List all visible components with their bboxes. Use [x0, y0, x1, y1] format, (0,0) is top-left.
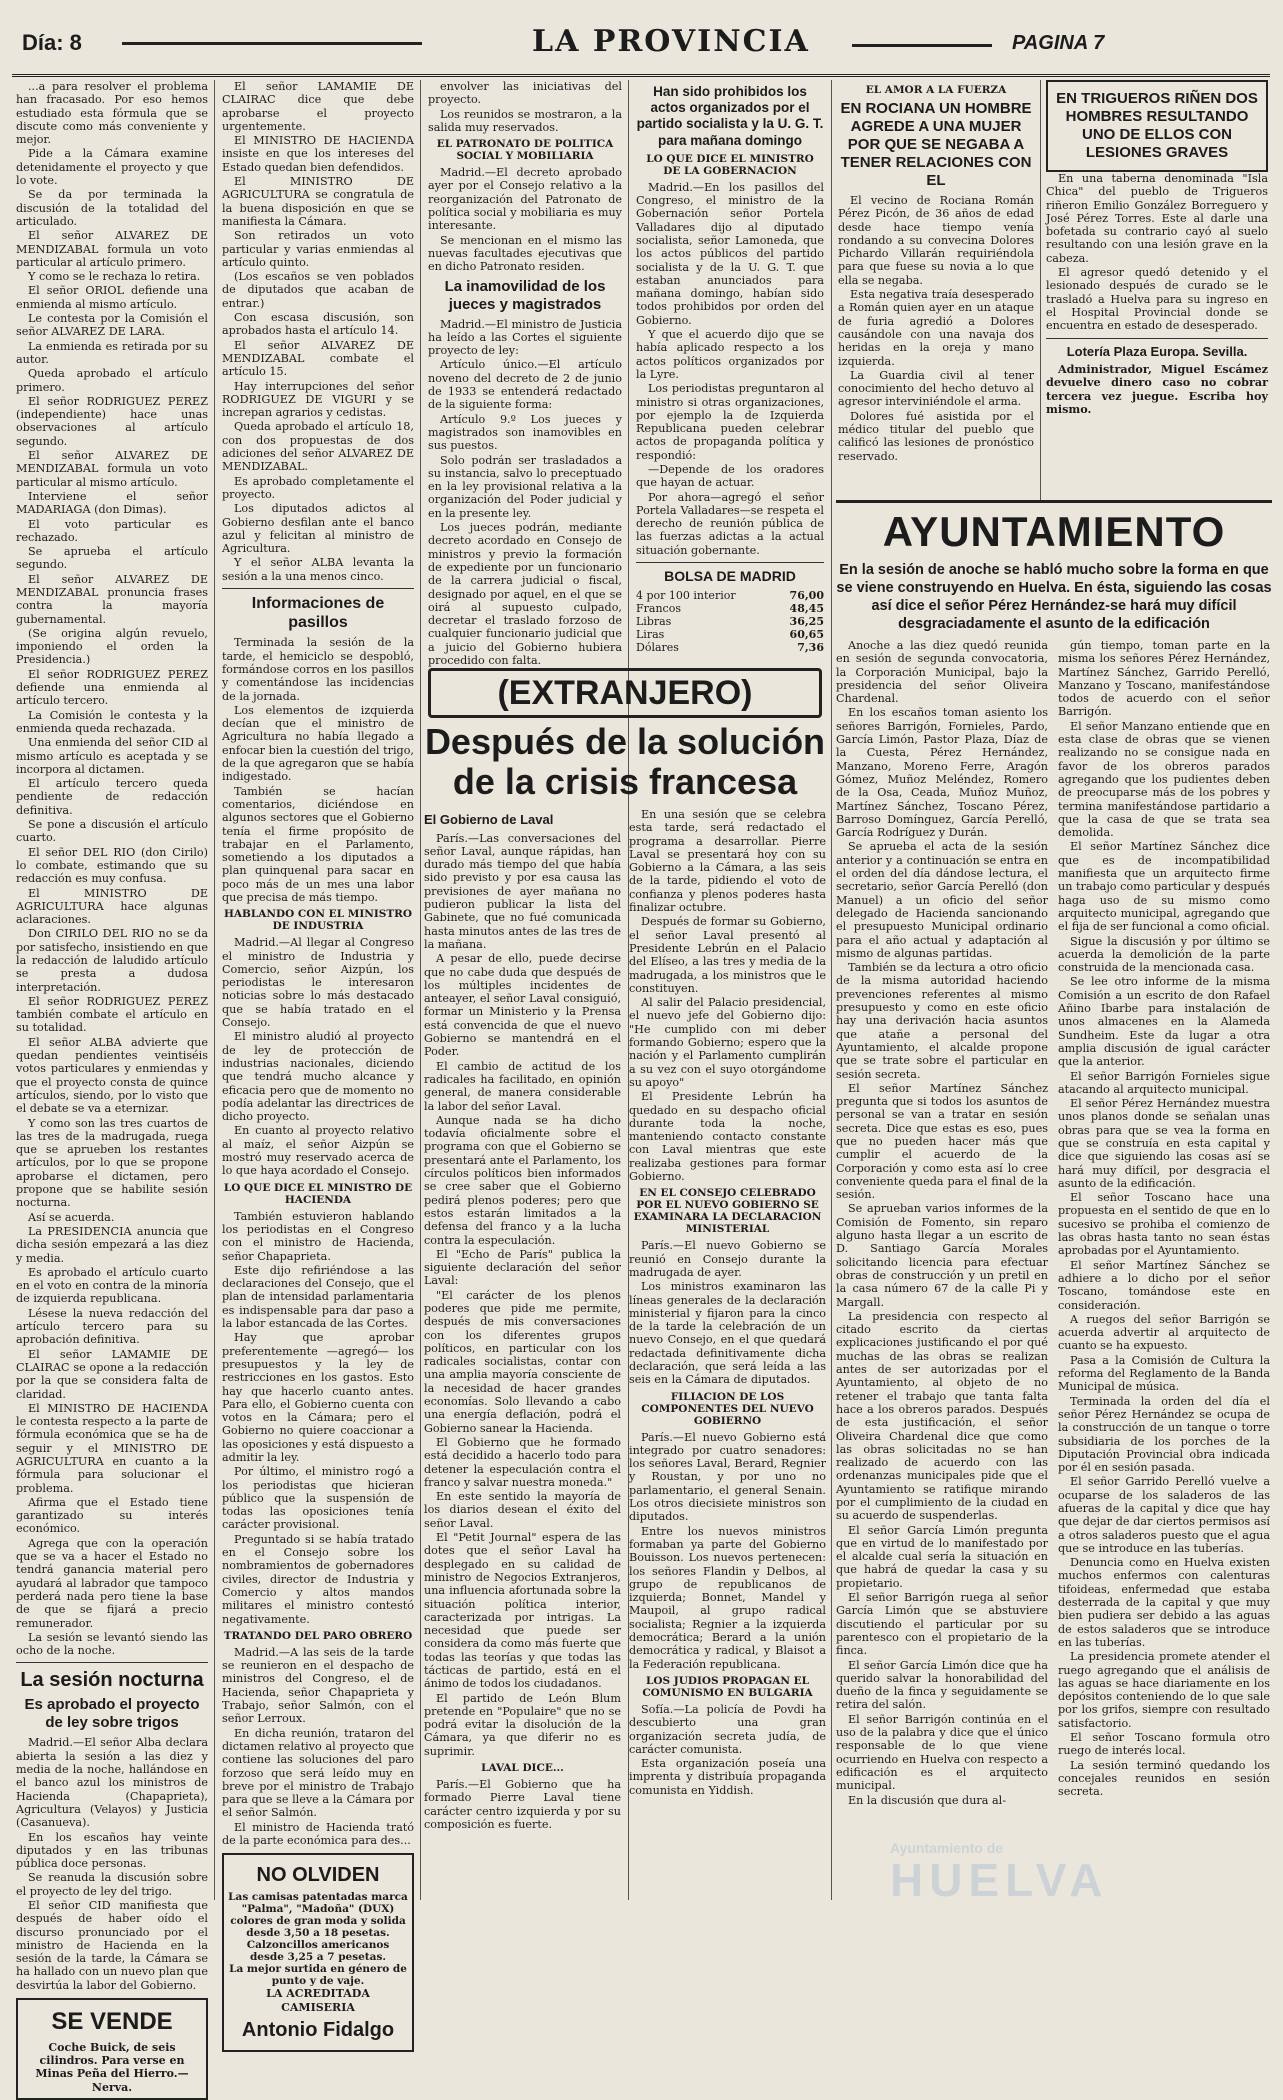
- paragraph: Dolores fué asistida por el médico titular del pueblo que calificó las lesiones de pronóstico reservado.: [838, 409, 1034, 463]
- paragraph: Sigue la discusión y por último se acuerda la demolición de la parte construida de la mencionada casa.: [1058, 934, 1270, 975]
- paragraph: Anoche a las diez quedó reunida en sesión de segunda convocatoria, la Corporación Municipal, bajo la presidencia del señor Oliveira Chardenal.: [836, 639, 1048, 706]
- paragraph: En cuanto al proyecto relativo al maíz, el señor Aizpún se mostró muy reservado acerca de lo que haya acordado el Consejo.: [222, 1124, 414, 1178]
- classified-ad: [16, 1998, 208, 2100]
- article-text: [1046, 172, 1268, 333]
- article-text: [428, 80, 622, 134]
- page-number: PAGINA 7: [1012, 32, 1105, 54]
- paragraph: Queda aprobado el artículo primero.: [16, 367, 208, 394]
- paragraph: El MINISTRO DE AGRICULTURA hace algunas aclaraciones.: [16, 886, 208, 927]
- paragraph: envolver las iniciativas del proyecto.: [428, 80, 622, 107]
- paragraph: En dicha reunión, trataron del dictamen relativo al proyecto que contiene las soluciones del paro forzoso que será leído muy en breve por el ministro de Trabajo para que se lleve a la Cámara por el señor Salmón.: [222, 1726, 414, 1820]
- paragraph: El Presidente Lebrún ha quedado en su despacho oficial durante toda la noche, manteniendo contacto constante con Laval mientras que este realizaba gestiones para formar Gobierno.: [629, 1090, 826, 1184]
- masthead: [12, 22, 1270, 77]
- paragraph: El señor RODRIGUEZ PEREZ también combate el artículo en su totalidad.: [16, 994, 208, 1035]
- pasillos-heading: Informaciones de pasillos: [251, 594, 385, 632]
- paragraph: gún tiempo, toman parte en la misma los señores Pérez Hernández, Martínez Sánchez, Garrido Perelló, Manzano y Toscano, manifestándose todos de acuerdo con el señor Barrigón.: [1058, 639, 1270, 719]
- article-text: [629, 1431, 826, 1671]
- paragraph: El señor ALVAREZ DE MENDIZABAL combate el artículo 15.: [222, 338, 414, 379]
- laval-gobierno-heading: El Gobierno de Laval: [424, 812, 554, 827]
- advertisement: [222, 1853, 414, 2052]
- bolsa-row: [636, 628, 824, 641]
- article-text: [428, 318, 622, 668]
- paragraph: El señor Martínez Sánchez dice que es de incompatibilidad manifiesta que un arquitecto firme un trabajo como particular y después haga uso de su mismo como arquitecto municipal, agregando que el fija de ser funcional a como oficial.: [1058, 840, 1270, 934]
- paragraph: El MINISTRO DE AGRICULTURA se congratula de la buena disposición en que se manifiesta la Cámara.: [222, 175, 414, 228]
- paro-heading: TRATANDO DEL PARO OBRERO: [223, 1629, 413, 1642]
- paragraph: Por ahora—agregó el señor Portela Valladares—se respeta el derecho de reunión pública de las fuerzas adictas a la actual situación gobernante.: [636, 490, 824, 557]
- article-text: [629, 808, 826, 1183]
- paragraph: El señor DEL RIO (don Cirilo) lo combate, estimando que su redacción es muy confusa.: [16, 845, 208, 886]
- article-text: [16, 80, 208, 1657]
- paragraph: Al salir del Palacio presidencial, el nuevo jefe del Gobierno dijo: "He cumplido con mi deber formando Gobierno; espero que la nación y el Parlamento cumplirán a su vez con el suyo otorgándome su apoyo": [629, 996, 826, 1089]
- paragraph: En la discusión que dura al-: [848, 1793, 1007, 1807]
- judios-heading: LOS JUDIOS PROPAGAN EL COMUNISMO EN BULGARIA: [642, 1674, 813, 1699]
- paragraph: El señor LAMAMIE DE CLAIRAC dice que debe aprobarse el proyecto urgentemente.: [222, 80, 414, 133]
- article-text: [636, 181, 824, 557]
- paragraph: El señor Barrigón ruega al señor García Limón que se abstuviere discutiendo el particular por su parentesco con el propietario de la finca.: [836, 1591, 1048, 1658]
- column-rule: [214, 80, 215, 1900]
- ad-text: Las camisas patentadas marca "Palma", "Madoña" (DUX) colores de gran moda y solida desde 3,50 a 18 pesetas.: [228, 1891, 408, 1940]
- paragraph: El señor ORIOL defiende una enmienda al mismo artículo.: [16, 284, 208, 311]
- paragraph: Hay interrupciones del señor RODRIGUEZ DE VIGURI y se increpan agrarios y cedistas.: [222, 379, 414, 420]
- column-5: [838, 80, 1034, 500]
- paragraph: Se aprueban varios informes de la Comisión de Fomento, sin reparo alguno hasta llegar a un escrito de D. Santiago García Morales solicitando licencia para efectuar obras de construcción y un pretil en la casa número 67 de la calle Pi y Margall.: [836, 1202, 1048, 1309]
- paragraph: Terminada la sesión de la tarde, el hemiciclo se despobló, formándose corros en los pasillos y comentándose las incidencias de la jornada.: [222, 636, 414, 703]
- paragraph: Es aprobado el artículo cuarto en el voto en contra de la minoría de izquierda republicana.: [16, 1265, 208, 1306]
- paragraph: Se lee otro informe de la misma Comisión a un escrito de don Rafael Añino Ibarbe para instalación de unos almacenes en la Alameda Sundheim. Este da lugar a otra amplia discusión de igual carácter que la anterior.: [1058, 975, 1270, 1069]
- ayuntamiento-right-col: [1058, 639, 1270, 1808]
- paragraph: El señor ALBA advierte que quedan pendientes veintiséis votos particulares y enmiendas y que el proyecto consta de quince artículos, siendo, por lo visto que el debate se va a eternizar.: [16, 1035, 208, 1116]
- paragraph: El señor Toscano hace una propuesta en el sentido de que en lo sucesivo se prohiba el comienzo de las obras hasta tanto no sean éstas aprobadas por el Ayuntamiento.: [1058, 1191, 1270, 1258]
- paragraph: —Depende de los oradores que hayan de actuar.: [636, 462, 824, 490]
- column-rule: [420, 80, 421, 1900]
- paragraph: En una taberna denominada "Isla Chica" del pueblo de Trigueros riñeron Emilio González Borreguero y José Pérez Torres. Este al darle una bofetada su contrario cayó al suelo resultando con una lesión grave en la cabeza.: [1046, 172, 1268, 265]
- paragraph: Con escasa discusión, son aprobados hasta el artículo 14.: [222, 311, 414, 338]
- article-text: [629, 1239, 826, 1386]
- column-rule: [831, 80, 832, 1900]
- divider: [16, 1662, 208, 1663]
- paragraph: Después de formar su Gobierno, el señor Laval presentó al Presidente Lebrún en el Palacio del Elíseo, a las tres y media de la madrugada, a los ministros que le constituyen.: [629, 915, 826, 995]
- extranjero-left-col: [424, 808, 621, 1831]
- paragraph: El señor Manzano entiende que en esta clase de obras que se vienen realizando no se consigue nada en favor de los obreros parados agregando que los pudientes deben de preocuparse más de los pobres y termina manifestándose partidario a que la casa de que se trata sea demolida.: [1058, 719, 1270, 840]
- extranjero-section: [424, 668, 826, 1898]
- bolsa-row: [636, 602, 824, 615]
- paragraph: El señor García Limón dice que ha querido salvar la honorabilidad del dueño de la finca y seguidamente se retira del salón.: [836, 1658, 1048, 1712]
- watermark-small: Ayuntamiento de: [890, 1840, 1004, 1856]
- bolsa-label: 4 por 100 interior: [636, 588, 736, 602]
- loteria-heading: Lotería Plaza Europa. Sevilla.: [1066, 343, 1248, 359]
- paragraph: Agrega que con la operación que se va a hacer el Estado no tendrá ganancia material pero ayudará al labrador que tampoco perderá nada pero tiene la base de que se fijará a precio remunerador.: [16, 1536, 208, 1630]
- paragraph: Este dijo refiriéndose a las declaraciones del Consejo, que el plan de intensidad parlamentaria es indispensable para dar paso a la labor estancada de las Cortes.: [222, 1263, 414, 1331]
- paragraph: Los jueces podrán, mediante decreto acordado en Consejo de ministros y previo la formación de expediente por un funcionario de la carrera judicial o fiscal, designado por aquel, en el que se oirá al supuesto culpado, decretar el traslado forzoso de cualquier funcionario judicial que a juicio del Gobierno hubiera procedido con falta.: [428, 521, 622, 667]
- article-text: [629, 1703, 826, 1797]
- paragraph: Preguntado si se había tratado en el Consejo sobre los nombramientos de gobernadores civiles, director de Industria y Comercio y altos mandos militares el ministro contestó negativamente.: [222, 1532, 414, 1626]
- column-rule: [1040, 80, 1041, 500]
- paragraph: Así se acuerda.: [28, 1210, 115, 1224]
- page-day: Día: 8: [22, 30, 82, 55]
- divider: [222, 588, 414, 589]
- paragraph: El ministro de Hacienda trató de la parte económica para des...: [222, 1820, 414, 1847]
- paragraph: El señor RODRIGUEZ PEREZ defiende una enmienda al artículo tercero.: [16, 667, 208, 708]
- paragraph: El "Echo de París" publica la siguiente declaración del señor Laval:: [424, 1247, 621, 1288]
- bolsa-heading: BOLSA DE MADRID: [664, 568, 796, 585]
- filiacion-heading: FILIACION DE LOS COMPONENTES DEL NUEVO GOBIERNO: [641, 1390, 814, 1427]
- masthead-rule-right: [852, 44, 992, 47]
- bolsa-value: 36,25: [789, 614, 824, 628]
- paragraph: Los periodistas preguntaron al ministro si otras organizaciones, por ejemplo la de Izquierda Republicana pueden celebrar actos de propaganda política y respondió:: [636, 382, 824, 462]
- article-text: [222, 80, 414, 583]
- trigueros-box: [1046, 80, 1268, 172]
- paragraph: El partido de León Blum pretende en "Populaire" que no se podrá evitar la disolución de la Cámara, ya que diferir no es suprimir.: [424, 1691, 621, 1758]
- paragraph: A ruegos del señor Barrigón se acuerda advertir al arquitecto de cuanto se ha expuesto.: [1058, 1312, 1270, 1353]
- loteria-text: Administrador, Miguel Escámez devuelve dinero caso no cobrar tercera vez juegue. Escriba hoy mismo.: [1046, 362, 1268, 417]
- article-text: [222, 936, 414, 1177]
- paragraph: El "Petit Journal" espera de las dotes que el señor Laval ha desplegado en su calidad de ministro de Negocios Extranjeros, una influencia afortunada sobre la situación política interior, caracterizada por intrigas. La necesidad que puede ser considera da como más fuerte que todas las teorías y que todas las tácticas de partido, está en el ánimo de todos los ciudadanos.: [424, 1531, 621, 1691]
- ad-text: La mejor surtida en género de punto y de vaje.: [229, 1963, 407, 1988]
- paragraph: Por último, el ministro rogó a los periodistas que hicieran público que la suspensión de todas las oposiciones tenía carácter provisional.: [222, 1465, 414, 1532]
- paragraph: ...a para resolver el problema han fracasado. Por eso hemos estudiado esta fórmula que se discute como más conveniente y mejor.: [16, 80, 208, 147]
- paragraph: También se hacían comentarios, diciéndose en algunos sectores que el Gobierno tenía el firme propósito de trabajar en el Parlamento, sometiendo a los diputados a plan quinquenal para sacar en poco más de un mes una labor que precisa de más tiempo.: [222, 784, 414, 904]
- paragraph: Hay que aprobar preferentemente —agregó— los presupuestos y la ley de restricciones en los gastos. Esto hay que hacerlo cuanto antes. Para ello, el Gobierno cuenta con votos en la Cámara; pero el Gobierno no quiere coaccionar a las oposiciones y está dispuesto a admitir la ley.: [222, 1331, 414, 1464]
- paragraph: Y como son las tres cuartos de las tres de la madrugada, ruega que se aprueben los restantes artículos, por lo que se propone aprobarse el dictamen, pero propone que se habilite sesión nocturna.: [16, 1116, 208, 1210]
- paragraph: Solo podrán ser trasladados a su instancia, salvo lo preceptuado en la ley provisional relativa a la organización del Poder judicial y en la presente ley.: [428, 453, 622, 520]
- paragraph: Denuncia como en Huelva existen muchos enfermos con calenturas tifoideas, enfermedad que estaba desterrada de la capital y que muy bien pudiera ser debido a las aguas de estos saladeros que se introduce en las tuberías.: [1058, 1556, 1270, 1649]
- bolsa-value: 76,00: [789, 588, 824, 602]
- paragraph: París.—El nuevo Gobierno se reunió en Consejo durante la madrugada de ayer.: [629, 1239, 826, 1279]
- paragraph: Y el señor ALBA levanta la sesión a la una menos cinco.: [222, 556, 414, 583]
- extranjero-kicker: (EXTRANJERO): [428, 668, 822, 718]
- paragraph: Esta negativa traía desesperado a Román quien ayer en un ataque de furia agredió a Dolores causándole con una navaja dos heridas en la oreja y mano izquierda.: [838, 288, 1034, 368]
- ayuntamiento-left-col: [836, 639, 1048, 1808]
- paragraph: En los escaños hay veinte diputados y en las tribunas pública doce personas.: [16, 1830, 208, 1871]
- paragraph: El señor ALVAREZ DE MENDIZABAL pronuncia frases contra la mayoría gubernamental.: [16, 572, 208, 626]
- ayuntamiento-subheading: En la sesión de anoche se habló mucho sobre la forma en que se viene construyendo en Huelva. En ésta, siguiendo las cosas así dice el señor Pérez Hernández-se hará muy difícil desgraciadamente el asunto de la edificación: [836, 562, 1272, 632]
- paragraph: La Comisión le contesta y la enmienda queda rechazada.: [16, 708, 208, 735]
- paragraph: También se da lectura a otro oficio de la misma autoridad haciendo prevenciones referentes al mismo presupuesto y como en este oficio hay una derivación hacia asuntos que atañe a personal del Ayuntamiento, el alcalde propone que se trate sobre el particular en sesión secreta.: [836, 961, 1048, 1081]
- paragraph: Interviene el señor MADARIAGA (don Dimas).: [16, 489, 208, 517]
- divider: [1046, 338, 1268, 339]
- consejo-heading: EN EL CONSEJO CELEBRADO POR EL NUEVO GOBIERNO SE EXAMINARA LA DECLARACION MINISTERIAL: [633, 1187, 822, 1236]
- paragraph: París.—Las conversaciones del señor Laval, aunque rápidas, han durado más tiempo del que había sido previsto y por esa causa las previsiones de ayer mañana no pudieron publicar la lista del Gabinete, que no fué comunicada hasta minutos antes de las tres de la mañana.: [424, 831, 621, 951]
- paragraph: El voto particular es rechazado.: [16, 517, 208, 544]
- article-text: [16, 1736, 208, 1992]
- paragraph: El señor Martínez Sánchez pregunta que si todos los asuntos de personal se van a tratar en sesión secreta. Dice que estas es eso, pues que no pueden hacer más que cumplir el acuerdo de la Corporación y como esta así lo cree conveniente queda para el final de la sesión.: [836, 1081, 1048, 1202]
- paragraph: Y como se le rechaza lo retira.: [28, 270, 201, 284]
- industria-heading: HABLANDO CON EL MINISTRO DE INDUSTRIA: [223, 908, 413, 933]
- column-4: [636, 80, 824, 654]
- paragraph: La sesión terminó quedando los concejales reunidos en sesión secreta.: [1058, 1758, 1270, 1799]
- paragraph: Artículo único.—El artículo noveno del decreto de 2 de junio de 1933 se entenderá redactado de la siguiente forma:: [428, 358, 622, 412]
- laval-dice-text: París.—El Gobierno que ha formado Pierre Laval tiene carácter centro izquierda y por su composición es fuerte.: [424, 1778, 621, 1831]
- paragraph: Terminada la orden del día el señor Pérez Hernández se ocupa de la construcción de un tanque o torre subsidiaria de los porches de la Diputación Provincial obra indicada por él en sesión pasada.: [1058, 1394, 1270, 1475]
- paragraph: Se aprueba el acta de la sesión anterior y a continuación se entra en el orden del día dándose lectura, el secretario, señor García Perelló (don Manuel) a un oficio del señor delegado de Hacienda sancionando el presupuesto Municipal ordinario para el año actual y adaptación al mismo de algunas partidas.: [836, 840, 1048, 960]
- paragraph: Los ministros examinaron las líneas generales de la declaración ministerial y fijaron para la cinco de la tarde la celebración de un nuevo Consejo, en el que quedará redactada definitivamente dicha declaración, que será leída a las seis en la Cámara de diputados.: [629, 1280, 826, 1387]
- paragraph: También estuvieron hablando los periodistas en el Congreso con el ministro de Hacienda, señor Chapaprieta.: [222, 1209, 414, 1263]
- newspaper-title: LA PROVINCIA: [532, 24, 810, 59]
- ad-text: Coche Buick, de seis cilindros. Para verse en Minas Peña del Hierro.—Nerva.: [35, 2040, 189, 2094]
- paragraph: Madrid.—El señor Alba declara abierta la sesión a las diez y media de la noche, hallándose en el banco azul los ministros de Hacienda (Chapaprieta), Agricultura (Velayos) y Justicia (Casanueva).: [16, 1736, 208, 1830]
- paragraph: A pesar de ello, puede decirse que no cabe duda que después de los múltiples incidentes de anteayer, el señor Laval consiguió, formar un Ministerio y la Prensa está convencida de que el nuevo Gobierno se mantendrá en el Poder.: [424, 952, 621, 1059]
- prohibidos-heading: Han sido prohibidos los actos organizados por el partido socialista y la U. G. T. para mañana domingo: [636, 84, 824, 148]
- ad-text: Calzoncillos americanos desde 3,25 a 7 pesetas.: [246, 1939, 390, 1964]
- trigueros-heading: EN TRIGUEROS RIÑEN DOS HOMBRES RESULTANDO UNO DE ELLOS CON LESIONES GRAVES: [1056, 90, 1258, 161]
- paragraph: El señor Garrido Perelló vuelve a ocuparse de los saladeros de las afueras de la capital y dice que hay que dejar de dar ciertos permisos así a otros saladeros puesto que el agua que se introduce en las tuberías.: [1058, 1475, 1270, 1555]
- paragraph: Madrid.—El ministro de Justicia ha leído a las Cortes el siguiente proyecto de ley:: [428, 317, 622, 358]
- paragraph: Se reanuda la discusión sobre el proyecto de ley del trigo.: [16, 1871, 208, 1898]
- paragraph: El señor Barrigón Fornieles sigue atacando al arquitecto municipal.: [1058, 1069, 1270, 1096]
- paragraph: Se aprueba el artículo segundo.: [16, 545, 208, 572]
- ayuntamiento-section: [836, 500, 1272, 1830]
- article-text: [424, 832, 621, 1758]
- paragraph: Artículo 9.º Los jueces y magistrados son inamovibles en sus puestos.: [428, 412, 622, 453]
- bolsa-row: [636, 615, 824, 628]
- hacienda-heading: LO QUE DICE EL MINISTRO DE HACIENDA: [223, 1181, 413, 1206]
- paragraph: Es aprobado completamente el proyecto.: [222, 474, 414, 501]
- extranjero-headline: Después de la solución de la crisis francesa: [424, 721, 826, 802]
- article-text: [428, 166, 622, 273]
- column-2: [222, 80, 414, 2041]
- paragraph: El señor ALVAREZ DE MENDIZABAL formula un voto particular al artículo primero.: [16, 229, 208, 269]
- paragraph: El señor ALVAREZ DE MENDIZABAL formula un voto particular al mismo artículo.: [16, 449, 208, 489]
- paragraph: París.—El nuevo Gobierno está integrado por cuatro senadores: los señores Laval, Berard, Regnier y Roustan, y por uno no parlamentario, el general Senain. Los otros diecisiete ministros son diputados.: [629, 1430, 826, 1524]
- paragraph: El señor RODRIGUEZ PEREZ (independiente) hace unas observaciones al artículo segundo.: [16, 394, 208, 448]
- paragraph: En una sesión que se celebra esta tarde, será redactado el programa a desarrollar. Pierre Laval se presentará hoy con su Gobierno a la Cámara, a las seis de la tarde, pidiendo el voto de confianza y plenos poderes hasta finalizar octubre.: [629, 808, 826, 915]
- bolsa-value: 48,45: [789, 601, 824, 615]
- column-6: [1046, 80, 1268, 500]
- watermark-big: HUELVA: [890, 1854, 1109, 1906]
- bolsa-label: Dólares: [636, 640, 679, 654]
- article-text: [222, 1210, 414, 1626]
- bolsa-label: Francos: [636, 601, 681, 615]
- sesion-nocturna-subheading: Es aprobado el proyecto de ley sobre trigos: [24, 1696, 200, 1732]
- paragraph: Y que el acuerdo dijo que se había aplicado respecto a los actos políticos organizados por la Lyre.: [636, 328, 824, 381]
- bolsa-label: Libras: [636, 614, 672, 628]
- paragraph: Madrid.—Al llegar al Congreso el ministro de Industria y Comercio, señor Aizpún, los periodistas le interesaron noticias sobre lo más destacado que se había tratado en el Consejo.: [222, 936, 414, 1030]
- paragraph: Los diputados adictos al Gobierno desfilan ante el banco azul y felicitan al ministro de Agricultura.: [222, 502, 414, 556]
- paragraph: Lésese la nueva redacción del artículo tercero para su aprobación definitiva.: [16, 1306, 208, 1347]
- paragraph: Madrid.—A las seis de la tarde se reunieron en el despacho de ministros del Congreso, el de Hacienda, señor Chapaprieta y Trabajo, señor Salmón, con el señor Lerroux.: [222, 1645, 414, 1726]
- paragraph: Pide a la Cámara examine detenidamente el proyecto y que lo vote.: [16, 147, 208, 188]
- paragraph: La sesión se levantó siendo las ocho de la noche.: [16, 1630, 208, 1658]
- paragraph: Afirma que el Estado tiene garantizado su interés económico.: [16, 1495, 208, 1536]
- article-text: [222, 636, 414, 904]
- archive-watermark: [890, 1840, 1108, 1904]
- bolsa-value: 60,65: [789, 627, 824, 641]
- paragraph: En los escaños toman asiento los señores Barrigón, Fornieles, Pardo, García Limón, Pastor Plaza, Díaz de la Cuesta, Pérez Hernández, Manzano, Moreno Ferre, Aragón Gómez, Muñoz Meléndez, Romero de la Osa, Ceada, Muñoz Muñoz, Martínez Sánchez, Toscano Pérez, Barroso Domínguez, García Perelló, García Rodríguez y Durán.: [836, 706, 1048, 840]
- paragraph: El MINISTRO DE HACIENDA le contesta respecto a la parte de fórmula económica que se ha de seguir y el MINISTRO DE AGRICULTURA en cuanto a la fórmula para solucionar el problema.: [16, 1401, 208, 1495]
- paragraph: Se da por terminada la discusión de la totalidad del articulado.: [16, 188, 208, 228]
- paragraph: Madrid.—El decreto aprobado ayer por el Consejo relativo a la reorganización del Patronato de política social y mobiliaria es muy interesante.: [428, 166, 622, 233]
- paragraph: El señor García Limón pregunta que en virtud de lo manifestado por el alcalde cual sería la situación en que habrá de quedar la casa y su propietario.: [836, 1523, 1048, 1590]
- paragraph: Esta organización poseía una imprenta y distribuía propaganda comunista en Yiddish.: [629, 1757, 826, 1797]
- ayuntamiento-heading: AYUNTAMIENTO: [882, 508, 1226, 555]
- paragraph: Una enmienda del señor CID al mismo artículo es aceptada y se incorpora al dictamen.: [16, 736, 208, 776]
- paragraph: Son retirados un voto particular y varias enmiendas al artículo quinto.: [222, 229, 414, 269]
- amor-kicker: EL AMOR A LA FUERZA: [865, 84, 1007, 96]
- bolsa-row: [636, 589, 824, 602]
- column-3: [428, 80, 622, 667]
- laval-dice-heading: LAVAL DICE...: [481, 1762, 564, 1775]
- bolsa-value: 7,36: [797, 640, 824, 654]
- paragraph: El cambio de actitud de los radicales ha facilitado, en opinión general, de manera considerable la labor del señor Laval.: [424, 1059, 621, 1113]
- paragraph: El vecino de Rociana Román Pérez Picón, de 36 años de edad desde hace tiempo venía rondando a su convecina Dolores Pichardo Villarán requiriéndola para que fuese su novia a lo que ella se negaba.: [838, 194, 1034, 287]
- paragraph: (Los escaños se ven poblados de diputados que acaban de entrar.): [222, 270, 414, 310]
- ad-heading: SE VENDE: [51, 2008, 173, 2036]
- paragraph: El artículo tercero queda pendiente de redacción definitiva.: [16, 777, 208, 817]
- paragraph: El señor LAMAMIE DE CLAIRAC se opone a la redacción por la que se considera falta de claridad.: [16, 1347, 208, 1401]
- paragraph: Sofía.—La policía de Povdi ha descubierto una gran organización secreta judía, de carácter comunista.: [629, 1702, 826, 1756]
- paragraph: (Se origina algún revuelo, imponiendo el orden la Presidencia.): [16, 626, 208, 667]
- bolsa-row: [636, 641, 824, 654]
- paragraph: La PRESIDENCIA anuncia que dicha sesión empezará a las diez y media.: [16, 1224, 208, 1265]
- paragraph: En este sentido la mayoría de los diarios desean el éxito del señor Laval.: [424, 1490, 621, 1530]
- paragraph: Pasa a la Comisión de Cultura la reforma del Reglamento de la Banda Municipal de música.: [1058, 1353, 1270, 1394]
- paragraph: Madrid.—En los pasillos del Congreso, el ministro de la Gobernación señor Portela Valladares dijo al diputado socialista, señor Lamoneda, que los actos públicos del partido socialista y de la U. G. T. que estaban anunciados para mañana domingo, habían sido todos prohibidos por orden del Gobierno.: [636, 180, 824, 327]
- paragraph: Queda aprobado el artículo 18, con dos propuestas de dos adiciones del señor ALVAREZ DE MENDIZABAL.: [222, 420, 414, 474]
- column-1: [16, 80, 208, 2094]
- paragraph: Se pone a discusión el artículo cuarto.: [16, 818, 208, 845]
- jueces-heading: La inamovilidad de los jueces y magistrados: [444, 277, 606, 313]
- sesion-nocturna-heading: La sesión nocturna: [20, 1669, 204, 1692]
- ad-heading: NO OLVIDEN: [256, 1864, 380, 1887]
- paragraph: El señor Martínez Sánchez se adhiere a lo dicho por el señor Toscano, tomándose este en consideración.: [1058, 1258, 1270, 1312]
- paragraph: El ministro aludió al proyecto de ley de protección de industrias nacionales, diciendo que tendrá mucho alcance y eficacia pero que de momento no podía adelantar las directrices de dicho proyecto.: [222, 1030, 414, 1124]
- paragraph: Don CIRILO DEL RIO no se da por satisfecho, insistiendo en que la redacción de laludido artículo se presta a dudosa interpretación.: [16, 927, 208, 994]
- paragraph: El señor CID manifiesta que después de haber oído el discurso pronunciado por el ministro de Hacienda en la sesión de la tarde, la Cámara se ha hallado con un nuevo plan que desvirtúa la labor del Gobierno.: [16, 1899, 208, 1992]
- bolsa-label: Liras: [636, 627, 665, 641]
- paragraph: "El carácter de los plenos poderes que pide me permite, después de mis conversaciones con los diferentes grupos políticos, en particular con los radicales socialistas, contar con una amplia mayoría consciente de la necesidad de hacer grandes economías. Solo llevando a cabo una energía deflación, podrá el Gobierno sanear la Hacienda.: [424, 1288, 621, 1435]
- paragraph: Se mencionan en el mismo las nuevas facultades ejecutivas que en dicho Patronato residen.: [428, 233, 622, 274]
- paragraph: El Gobierno que he formado está decidido a hacerlo todo para detener la especulación contra el franco y salvar nuestra moneda.": [424, 1435, 621, 1489]
- rociana-heading: EN ROCIANA UN HOMBRE AGREDE A UNA MUJER POR QUE SE NEGABA A TENER RELACIONES CON EL: [840, 100, 1032, 189]
- paragraph: La Guardia civil al tener conocimiento del hecho detuvo al agresor interviniéndole el arma.: [838, 368, 1034, 409]
- paragraph: Aunque nada se ha dicho todavía oficialmente sobre el programa con que el Gobierno se presentará ante el Parlamento, los círculos políticos bien informados se cree saber que el Gobierno pedirá plenos poderes; pero que estos estarán limitados a la defensa del franco y a la lucha contra la especulación.: [424, 1113, 621, 1247]
- paragraph: La presidencia promete atender el ruego agregando que el análisis de las aguas se hace diariamente en los depósitos conteniendo de lo que sale por los grifos, siempre con resultado satisfactorio.: [1058, 1650, 1270, 1730]
- paragraph: La presidencia con respecto al citado escrito da ciertas explicaciones justificando el por qué muchas de las obras se realizan antes de ser autorizadas por el Ayuntamiento, al objeto de no retener el trabajo que tanta falta hace a los obreros parados. Después de esta justificación, el señor Oliveira Chardenal dice que como las obras solicitadas no se han realizado de acuerdo con las ordenanzas municipales pide que el Ayuntamiento se ratifique mirando por el cumplimiento de la ciudad en su acuerdo de suspenderlas.: [836, 1309, 1048, 1523]
- paragraph: La enmienda es retirada por su autor.: [16, 339, 208, 366]
- paragraph: El señor Pérez Hernández muestra unos planos donde se señalan unas obras para que se vea la forma en que se construía en esta capital y dice que siguiendo las cosas así se hará muy difícil, por desgracia el asunto de la edificación.: [1058, 1097, 1270, 1190]
- paragraph: El señor Toscano formula otro ruego de interés local.: [1058, 1731, 1270, 1758]
- extranjero-right-col: [629, 808, 826, 1831]
- paragraph: Los reunidos se mostraron, a la salida muy reservados.: [428, 107, 622, 134]
- bolsa-table: [636, 589, 824, 654]
- article-text: [222, 1646, 414, 1847]
- paragraph: Los elementos de izquierda decían que el ministro de Agricultura no había llegado a enfocar bien la cuestión del trigo, de la que agregaron que se había indigestado.: [222, 703, 414, 784]
- paragraph: Le contesta por la Comisión el señor ALVAREZ DE LARA.: [16, 312, 208, 339]
- ad-shop-name: Antonio Fidalgo: [241, 2018, 395, 2041]
- article-text: [838, 194, 1034, 463]
- paragraph: Entre los nuevos ministros formaban ya parte del Gobierno Bouisson. Los nuevos pertenecen: los señores Flandin y Delbos, al grupo de republicanos de izquierda; Bonnet, Mandel y Maupoil, al grupo radical socialista; Regnier a la izquierda democrática; Berard a la unión democrática y radical, y Blaisot a la Federación republicana.: [629, 1524, 826, 1671]
- paragraph: El señor Barrigón continúa en el uso de la palabra y dice que el único responsable de lo que viene ocurriendo en Huelva con respecto a edificación es el arquitecto municipal.: [836, 1712, 1048, 1793]
- paragraph: El agresor quedó detenido y el lesionado después de curado se le trasladó a Huelva para su ingreso en el Hospital Provincial donde se encuentra en estado de desesperado.: [1046, 266, 1268, 333]
- gobernacion-heading: LO QUE DICE EL MINISTRO DE LA GOBERNACION: [646, 152, 814, 177]
- masthead-rule-left: [122, 42, 422, 45]
- divider: [636, 562, 824, 563]
- patronato-heading: EL PATRONATO DE POLITICA SOCIAL Y MOBILIARIA: [436, 138, 614, 163]
- paragraph: El MINISTRO DE HACIENDA insiste en que los intereses del Estado quedan bien defendidos.: [222, 134, 414, 174]
- ad-text: LA ACREDITADA CAMISERIA: [266, 1987, 370, 2014]
